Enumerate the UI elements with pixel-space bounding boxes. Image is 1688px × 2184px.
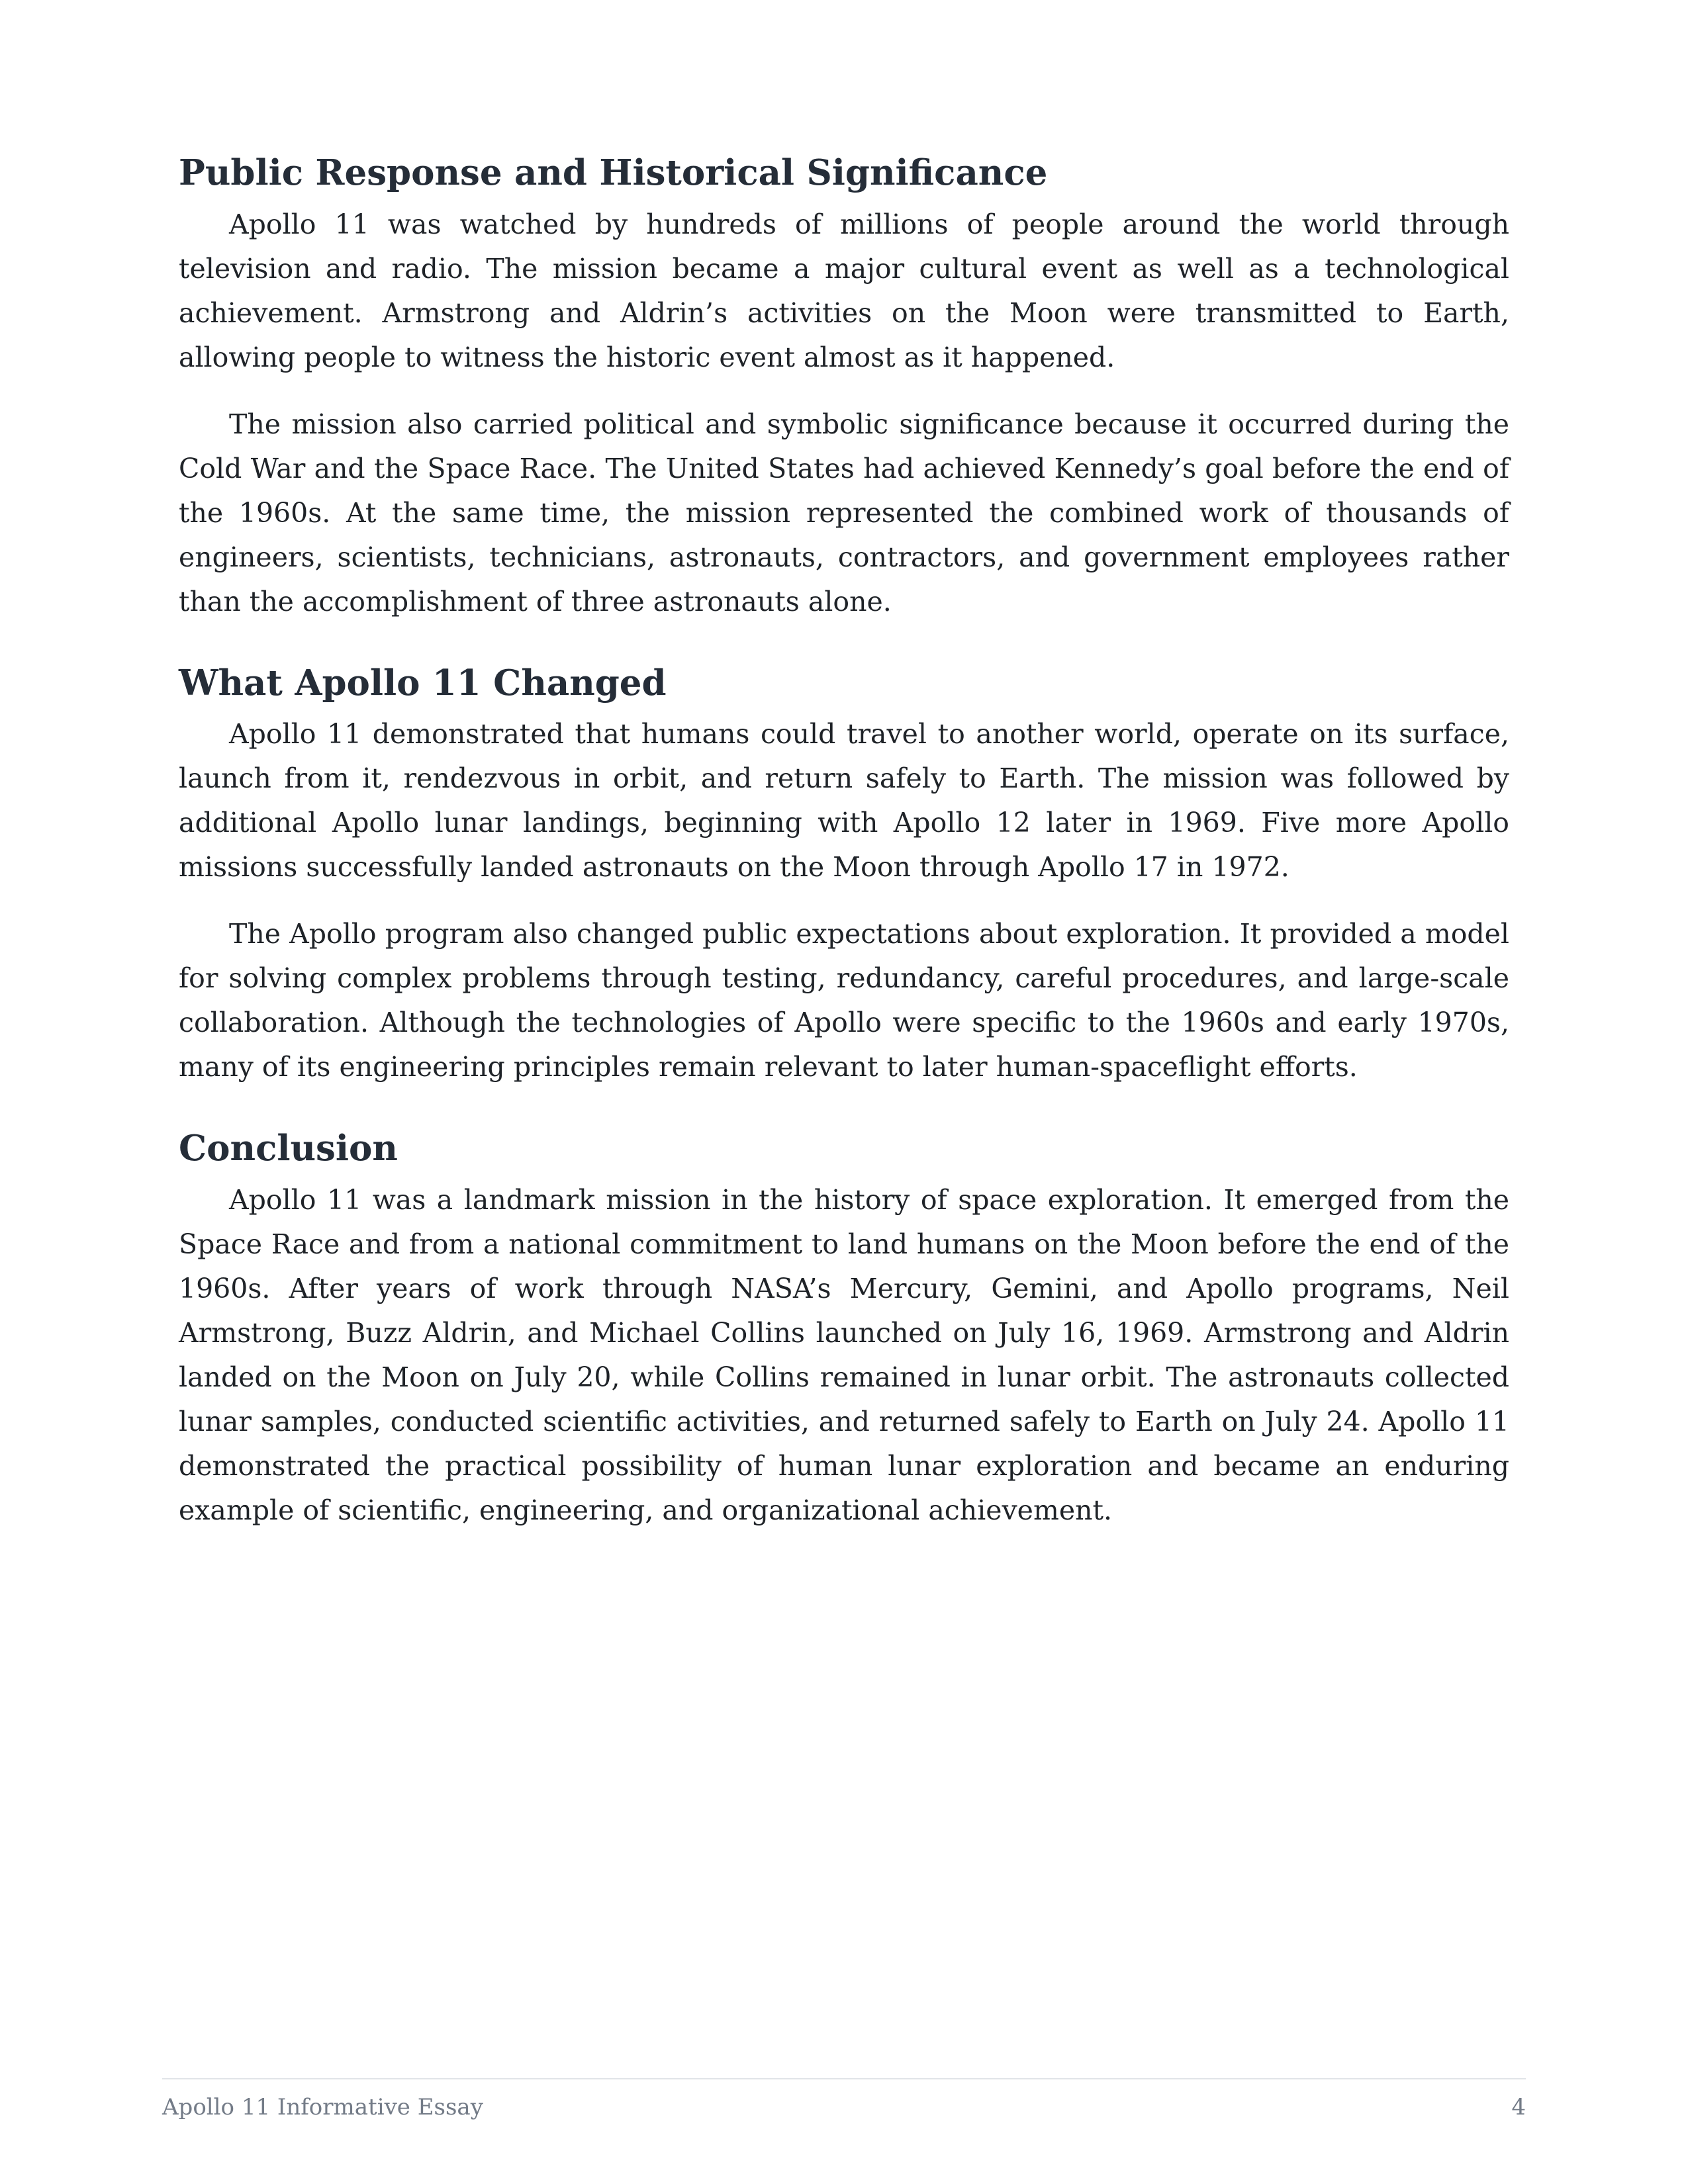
- section-heading: What Apollo 11 Changed: [179, 662, 667, 704]
- page-footer: [162, 2094, 1526, 2120]
- footer-title: Apollo 11 Informative Essay: [162, 2094, 483, 2120]
- section-heading: Public Response and Historical Significance: [179, 152, 1048, 193]
- paragraph: The Apollo program also changed public expectations about exploration. It provided a model for solving complex problems through testing, redundancy, careful procedures, and large-scale collaboration. Although the technologies of Apollo were specific to the 1960s and early 1970s, many of its engineering principles remain relevant to later human-spaceflight efforts.: [179, 918, 1509, 1083]
- section-public-response: [179, 152, 1509, 624]
- section-heading: Conclusion: [179, 1128, 398, 1169]
- page-content: [179, 152, 1509, 1533]
- paragraph: Apollo 11 was watched by hundreds of millions of people around the world through television and radio. The mission became a major cultural event as well as a technological achievement. Armstrong and Aldrin’s activities on the Moon were transmitted to Earth, allowing people to witness the historic event almost as it happened.: [179, 208, 1509, 373]
- paragraph: Apollo 11 demonstrated that humans could travel to another world, operate on its surface, launch from it, rendezvous in orbit, and return safely to Earth. The mission was followed by additional Apollo lunar landings, beginning with Apollo 12 later in 1969. Five more Apollo missions successfully landed astronauts on the Moon through Apollo 17 in 1972.: [179, 718, 1509, 884]
- paragraph: The mission also carried political and symbolic significance because it occurred during the Cold War and the Space Race. The United States had achieved Kennedy’s goal before the end of the 1960s. At the same time, the mission represented the combined work of thousands of engineers, scientists, technicians, astronauts, contractors, and government employees rather than the accomplishment of three astronauts alone.: [179, 408, 1509, 617]
- footer-divider: [162, 2078, 1526, 2079]
- paragraph: Apollo 11 was a landmark mission in the history of space exploration. It emerged from the Space Race and from a national commitment to land humans on the Moon before the end of the 1960s. After years of work through NASA’s Mercury, Gemini, and Apollo programs, Neil Armstrong, Buzz Aldrin, and Michael Collins launched on July 16, 1969. Armstrong and Aldrin landed on the Moon on July 20, while Collins remained in lunar orbit. The astronauts collected lunar samples, conducted scientific activities, and returned safely to Earth on July 24. Apollo 11 demonstrated the practical possibility of human lunar exploration and became an enduring example of scientific, engineering, and organizational achievement.: [179, 1183, 1509, 1526]
- section-what-changed: [179, 662, 1509, 1090]
- page-number: 4: [1511, 2094, 1526, 2120]
- section-conclusion: [179, 1128, 1509, 1533]
